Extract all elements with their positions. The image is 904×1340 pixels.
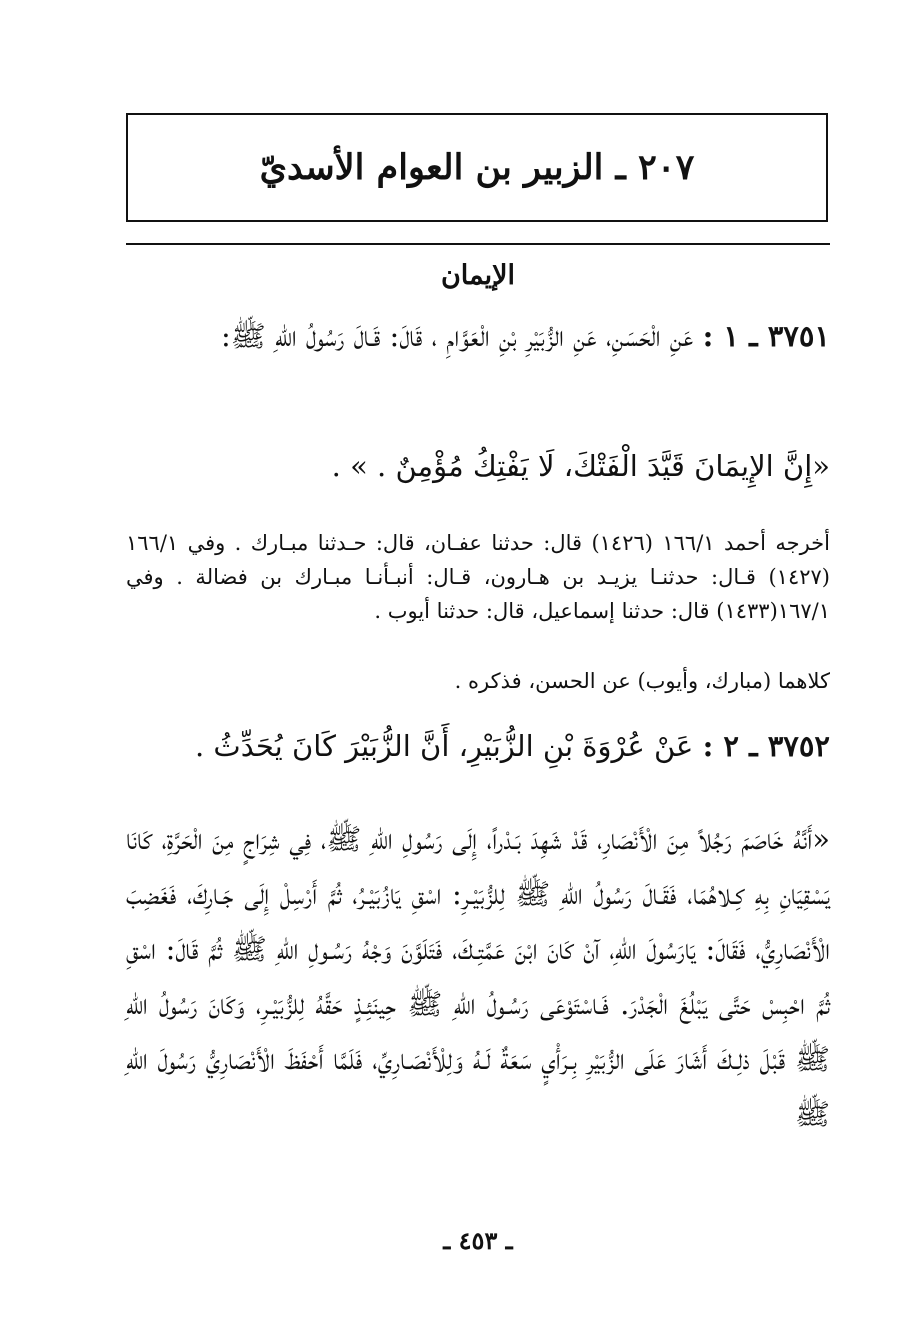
hadith-1-text: عَنِ الْحَسَنِ، عَنِ الزُّبَيْرِ بْنِ الْعَوَّامِ ، قَالَ: قَـالَ رَسُولُ اللهِ ﷺ: bbox=[220, 319, 694, 353]
takhrij-1: أخرجه أحمد ١٦٦/١ (١٤٢٦) قال: حدثنا عفـان، قال: حـدثنا مبـارك . وفي ١٦٦/١ (١٤٢٧) قـال: حدثنـا يزيـد بن هـارون، قـال: أنبـأنـا مبـارك بن فضالة . وفي ١٦٧/١(١٤٣٣) قال: حدثنا إسماعيل، قال: حدثنا أيوب . bbox=[126, 531, 830, 623]
page-number: ـ ٤٥٣ ـ bbox=[443, 1226, 513, 1255]
header-divider bbox=[126, 243, 830, 245]
takhrij-1-note: كلاهما (مبارك، وأيوب) عن الحسن، فذكره . bbox=[454, 669, 830, 693]
hadith-1-quote: «إِنَّ الإِيمَانَ قَيَّدَ الْفَتْكَ، لَا يَفْتِكُ مُؤْمِنٌ . » . bbox=[331, 449, 830, 483]
chapter-title: ٢٠٧ ـ الزبير بن العوام الأسديّ bbox=[259, 147, 695, 188]
hadith-2-intro bbox=[126, 720, 830, 772]
hadith-2-text: عَنْ عُرْوَةَ بْنِ الزُّبَيْرِ، أَنَّ الزُّبَيْرَ كَانَ يُحَدِّثُ . bbox=[194, 729, 694, 763]
hadith-1-intro bbox=[126, 310, 830, 362]
section-heading: الإيمان bbox=[440, 260, 516, 291]
hadith-2-quote: «أَنَّهُ خَاصَمَ رَجُلاً مِنَ الْأَنْصَارِ، قَدْ شَهِدَ بَـدْراً، إِلَى رَسُولِ اللهِ ﷺ، فِي شِرَاجٍ مِنَ الْحَرَّةِ، كَانَا يَسْقِيَانِ بِهِ كِـلاهُمَا، فَقَـالَ رَسُولُ اللهِ ﷺ لِلزُّبَيْـرِ: اسْقِ يَازُبَيْـرُ، ثُمَّ أَرْسِلْ إِلَى جَـارِكَ، فَغَضِبَ الْأَنْصَارِيُّ، فَقَالَ: يَارَسُولَ اللهِ، آنْ كَانَ ابْنَ عَمَّتِـكَ، فَتَلَوَّنَ وَجْهُ رَسُـولِ اللهِ ﷺ ثُمَّ قَالَ: اسْقِ ثُمَّ احْبِسْ حَتَّى يَبْلُغَ الْجَدْرَ. فَـاسْتَوْعَى رَسُـولُ اللهِ ﷺ حِينَئِـذٍ حَقَّهُ لِلزُّبَيْـرِ، وَكَانَ رَسُولُ اللهِ ﷺ قَبْلَ ذلِـكَ أَشَارَ عَلَى الزُّبَيْرِ بِـرَأْيٍ سَعَةٌ لَـهُ وَلِلْأَنْصَـارِيِّ، فَلَمَّا أَحْفَظَ الْأَنْصَارِيُّ رَسُولَ اللهِ ﷺ bbox=[126, 822, 830, 1131]
hadith-1-number: ٣٧٥١ ـ ١ : bbox=[702, 319, 830, 353]
hadith-2-number: ٣٧٥٢ ـ ٢ : bbox=[702, 729, 830, 763]
chapter-title-box bbox=[126, 113, 828, 222]
